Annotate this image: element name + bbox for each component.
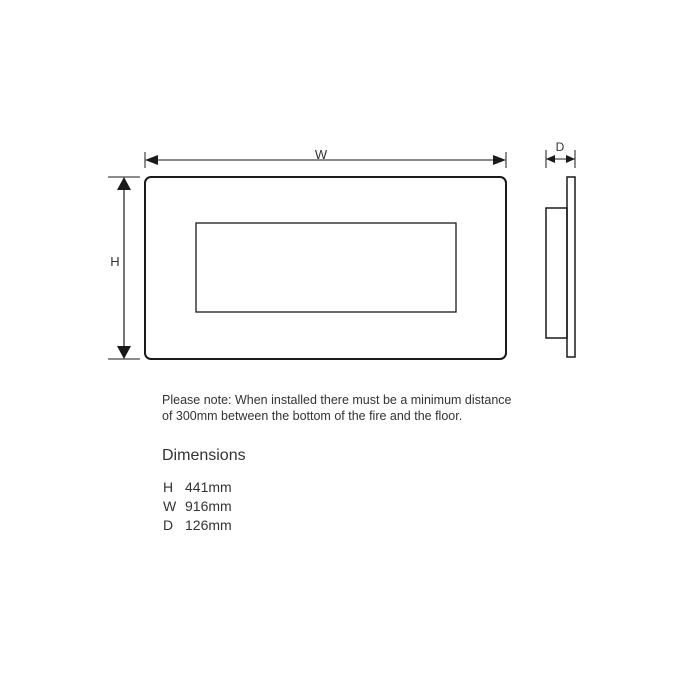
dimension-value: 916mm: [185, 498, 232, 514]
fire-front-frame: [145, 177, 506, 359]
fire-side-view: [546, 177, 575, 357]
dimension-value: 441mm: [185, 479, 232, 495]
note-line-1: Please note: When installed there must be a minimum distance: [162, 393, 512, 407]
dimension-key: D: [163, 517, 174, 533]
fire-front-opening: [196, 223, 456, 312]
height-dimension: [108, 177, 140, 359]
depth-dimension: [546, 140, 575, 168]
dimension-row-depth: [163, 516, 232, 535]
dimension-key: W: [163, 498, 177, 514]
dimensions-title: Dimensions: [162, 447, 246, 464]
height-label: H: [110, 254, 120, 269]
dimension-key: H: [163, 479, 174, 495]
dimension-row-height: [163, 478, 232, 497]
width-label: W: [314, 147, 328, 162]
dimensions-list: [163, 478, 232, 535]
note-line-2: of 300mm between the bottom of the fire and the floor.: [162, 409, 463, 423]
dimension-row-width: [163, 497, 232, 516]
width-dimension: [145, 147, 506, 168]
dimension-value: 126mm: [185, 517, 232, 533]
installation-note: [162, 392, 582, 424]
depth-label: D: [555, 140, 565, 154]
